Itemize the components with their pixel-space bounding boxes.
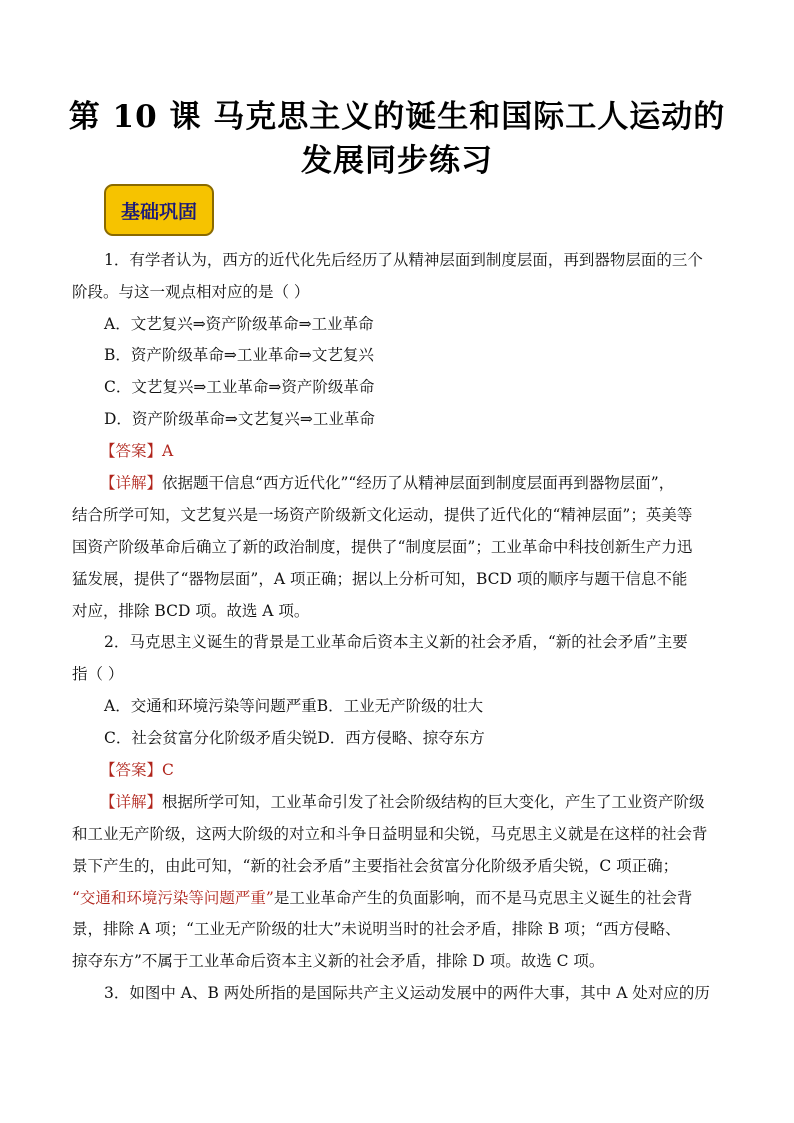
q2-detail-line5: 景，排除 A 项；“工业无产阶级的壮大”未说明当时的社会矛盾，排除 B 项；“西方侵略、: [72, 920, 681, 938]
q1-detail-line2: 结合所学可知，文艺复兴是一场资产阶级新文化运动，提供了近代化的“精神层面”；英美等: [72, 506, 693, 524]
q2-detail-line1: [100, 791, 705, 813]
q2-stem-line2: 指（ ）: [72, 665, 124, 683]
q1-option-c: C．文艺复兴⇒工业革命⇒资产阶级革命: [104, 378, 375, 396]
q2-detail-line3: 景下产生的，由此可知，“新的社会矛盾”主要指社会贫富分化阶级矛盾尖锐，C 项正确；: [72, 857, 679, 875]
q2-stem-line1: 2．马克思主义诞生的背景是工业革命后资本主义新的社会矛盾，“新的社会矛盾”主要: [104, 633, 688, 651]
q2-detail-line2: 和工业无产阶级，这两大阶级的对立和斗争日益明显和尖锐，马克思主义就是在这样的社会背: [72, 825, 708, 843]
q1-detail-line4: 猛发展，提供了“器物层面”，A 项正确；据以上分析可知，BCD 项的顺序与题干信息不能: [72, 570, 688, 588]
q1-answer-tag: 【答案】: [100, 442, 163, 460]
q2-answer: [100, 759, 174, 781]
q1-detail-line5: 对应，排除 BCD 项。故选 A 项。: [72, 602, 310, 620]
q2-detail-highlight: “交通和环境污染等问题严重”: [72, 889, 274, 907]
q1-option-a: A．文艺复兴⇒资产阶级革命⇒工业革命: [104, 315, 374, 333]
q2-detail-line6: 掠夺东方”不属于工业革命后资本主义新的社会矛盾，排除 D 项。故选 C 项。: [72, 952, 605, 970]
q2-detail-line4: [72, 887, 692, 909]
q1-option-b: B．资产阶级革命⇒工业革命⇒文艺复兴: [104, 346, 374, 364]
q1-stem-line2: 阶段。与这一观点相对应的是（ ）: [72, 283, 310, 301]
q1-option-d: D．资产阶级革命⇒文艺复兴⇒工业革命: [104, 410, 375, 428]
q2-options-row1: A．交通和环境污染等问题严重B．工业无产阶级的壮大: [104, 697, 484, 715]
q1-detail-text1: 依据题干信息“西方近代化”“经历了从精神层面到制度层面再到器物层面”，: [162, 474, 675, 492]
q1-answer: [100, 440, 173, 462]
q3-stem-line1: 3．如图中 A、B 两处所指的是国际共产主义运动发展中的两件大事，其中 A 处对应的历: [104, 984, 710, 1002]
q1-detail-tag: 【详解】: [100, 474, 163, 492]
page-title-line1: 第 10 课 马克思主义的诞生和国际工人运动的: [68, 99, 726, 135]
q2-options-row2: C．社会贫富分化阶级矛盾尖锐D．西方侵略、掠夺东方: [104, 729, 485, 747]
q1-answer-value: A: [162, 442, 174, 460]
q1-detail-line1: [100, 472, 674, 494]
q1-stem-line1: 1．有学者认为，西方的近代化先后经历了从精神层面到制度层面，再到器物层面的三个: [104, 251, 703, 269]
q1-detail-line3: 国资产阶级革命后确立了新的政治制度，提供了“制度层面”；工业革命中科技创新生产力迅: [72, 538, 693, 556]
q2-detail-text1: 根据所学可知，工业革命引发了社会阶级结构的巨大变化，产生了工业资产阶级: [162, 793, 705, 811]
q2-detail-tag: 【详解】: [100, 793, 163, 811]
q2-answer-tag: 【答案】: [100, 761, 163, 779]
page-title-line2: 发展同步练习: [301, 143, 493, 179]
q2-detail-line4-text: 是工业革命产生的负面影响，而不是马克思主义诞生的社会背: [273, 889, 693, 907]
q2-answer-value: C: [162, 761, 174, 779]
section-badge: 基础巩固: [104, 184, 214, 236]
